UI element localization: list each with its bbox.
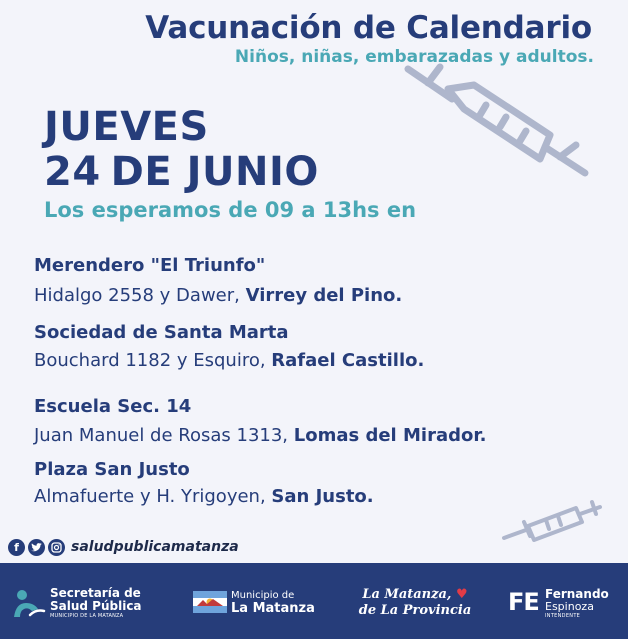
location-address — [34, 285, 402, 306]
event-day: JUEVES — [44, 104, 209, 150]
page-subtitle: Niños, niñas, embarazadas y adultos. — [234, 47, 594, 67]
location-locality: Virrey del Pino. — [245, 285, 403, 306]
social-handle[interactable]: saludpublicamatanza — [71, 539, 239, 555]
fe-initials-logo: FE — [508, 588, 539, 616]
event-date-number: 24 — [44, 149, 101, 195]
location-name: Sociedad de Santa Marta — [34, 322, 289, 343]
fe-line1: Fernando — [545, 587, 609, 601]
event-date — [44, 150, 319, 194]
small-syringe-icon — [498, 496, 608, 546]
secretaria-line2: Salud Pública — [50, 599, 142, 613]
provincia-slogan — [355, 587, 475, 619]
event-intro: Los esperamos de 09 a 13hs en — [44, 198, 417, 222]
fe-text — [545, 588, 609, 620]
location-name: Plaza San Justo — [34, 459, 190, 480]
syringe-icon — [400, 55, 610, 195]
location-name: Merendero "El Triunfo" — [34, 255, 266, 276]
location-locality: Lomas del Mirador. — [293, 425, 487, 446]
heart-icon: ♥ — [456, 587, 468, 602]
page-title: Vacunación de Calendario — [145, 10, 592, 46]
social-bar — [8, 537, 239, 557]
facebook-icon[interactable]: f — [8, 539, 25, 556]
location-address — [34, 425, 487, 446]
secretaria-line3: MUNICIPIO DE LA MATANZA — [50, 613, 124, 619]
location-address — [34, 486, 374, 507]
municipio-line2: La Matanza — [231, 601, 315, 616]
location-street: Bouchard 1182 y Esquiro, — [34, 350, 272, 371]
location-street: Juan Manuel de Rosas 1313, — [34, 425, 294, 446]
location-locality: Rafael Castillo. — [271, 350, 425, 371]
provincia-line1: La Matanza, — [362, 587, 452, 602]
location-locality: San Justo. — [271, 486, 374, 507]
secretaria-line1: Secretaría de — [50, 586, 141, 600]
municipio-line1: Municipio de — [231, 590, 295, 601]
location-street: Hidalgo 2558 y Dawer, — [34, 285, 246, 306]
fe-line2: Espinoza — [545, 600, 594, 613]
event-date-month: DE JUNIO — [110, 149, 319, 195]
municipio-text — [231, 590, 315, 616]
location-address — [34, 350, 424, 371]
fe-line3: INTENDENTE — [545, 613, 581, 619]
secretaria-logo-icon — [12, 587, 46, 619]
twitter-icon[interactable] — [28, 539, 45, 556]
footer-bar — [0, 563, 628, 639]
secretaria-text — [50, 587, 142, 620]
instagram-icon[interactable] — [48, 539, 65, 556]
location-name: Escuela Sec. 14 — [34, 396, 192, 417]
provincia-line2: de La Provincia — [358, 603, 472, 618]
municipio-logo-icon — [193, 591, 227, 613]
location-street: Almafuerte y H. Yrigoyen, — [34, 486, 272, 507]
